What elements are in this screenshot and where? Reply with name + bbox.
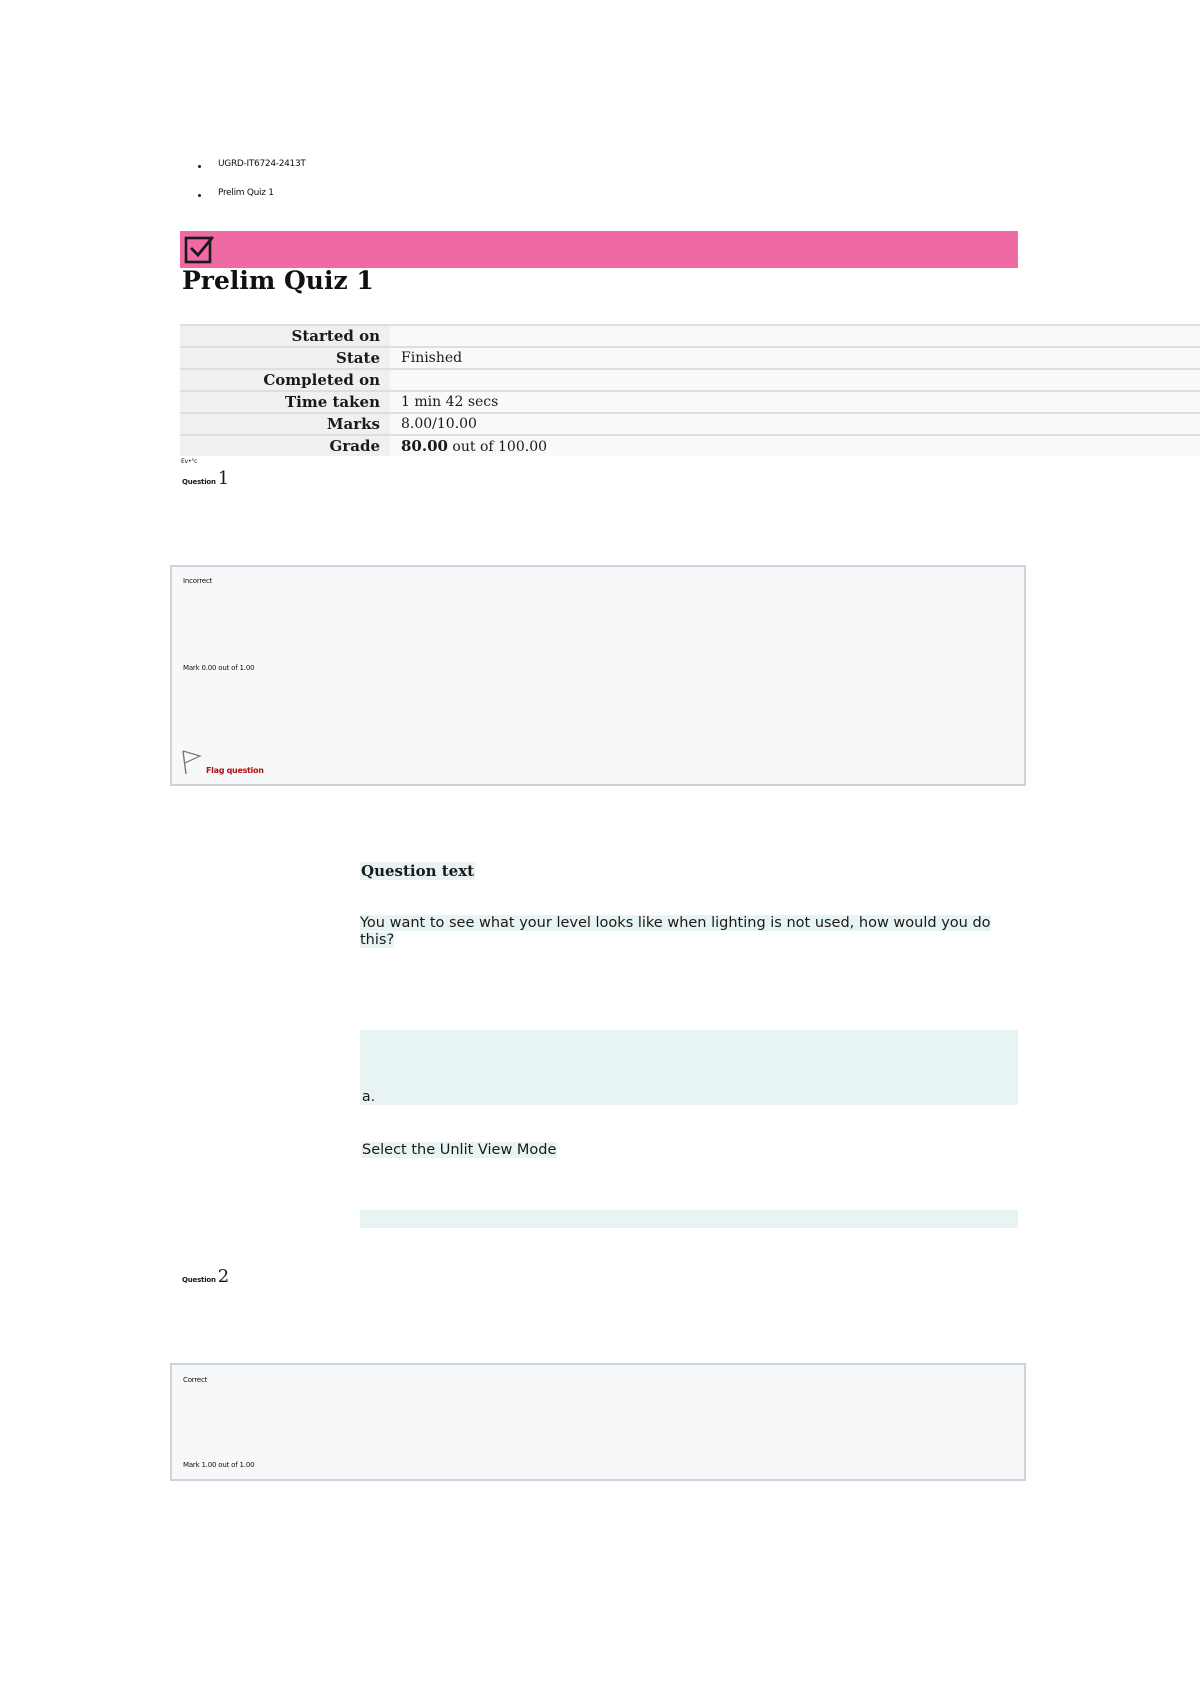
breadcrumb-item-course[interactable]: UGRD-IT6724-2413T [218, 159, 306, 169]
summary-value: 8.00/10.00 [390, 414, 1200, 434]
question-prefix: Question [182, 478, 216, 486]
summary-row-completed-on [180, 370, 1200, 390]
summary-value [390, 326, 1200, 346]
question-text-content: You want to see what your level looks like when lighting is not used, how would you do this? [360, 915, 991, 948]
question-status: Incorrect [183, 577, 213, 585]
question-text-heading: Question text [361, 862, 475, 880]
summary-row-started-on [180, 326, 1200, 346]
summary-row-time-taken [180, 392, 1200, 412]
answer-option-a[interactable] [360, 1030, 1018, 1105]
summary-label: Completed on [180, 370, 390, 390]
summary-label: Marks [180, 414, 390, 434]
grade-score: 80.00 [401, 437, 448, 455]
tiny-label: Ev•°c [181, 458, 198, 465]
grade-total: out of 100.00 [447, 439, 548, 455]
summary-value [390, 436, 1200, 456]
question-prefix: Question [182, 1276, 216, 1284]
question-status: Correct [183, 1376, 208, 1384]
question-mark: Mark 1.00 out of 1.00 [183, 1461, 255, 1469]
answer-option-a-text: Select the Unlit View Mode [362, 1142, 557, 1158]
question-2-number [182, 1266, 229, 1287]
checkbox-checked-icon [184, 234, 215, 265]
question-mark: Mark 0.00 out of 1.00 [183, 664, 255, 672]
quiz-banner [180, 231, 1018, 268]
summary-row-grade [180, 436, 1200, 456]
question-2-info [170, 1363, 1026, 1481]
summary-value: Finished [390, 348, 1200, 368]
summary-label: Time taken [180, 392, 390, 412]
summary-value [390, 370, 1200, 390]
flag-icon [180, 749, 202, 775]
question-1-info [170, 565, 1026, 786]
answer-letter: a. [362, 1089, 376, 1105]
question-1-number [182, 468, 229, 489]
flag-question-link[interactable]: Flag question [206, 766, 264, 775]
summary-row-marks [180, 414, 1200, 434]
question-text [360, 915, 1010, 949]
summary-value: 1 min 42 secs [390, 392, 1200, 412]
page-title: Prelim Quiz 1 [182, 266, 374, 295]
attempt-summary-table [180, 324, 1200, 459]
answer-feedback-strip [360, 1210, 1018, 1228]
summary-label: State [180, 348, 390, 368]
summary-label: Grade [180, 436, 390, 456]
summary-label: Started on [180, 326, 390, 346]
question-number: 1 [217, 468, 230, 489]
flag-question-button[interactable] [180, 749, 280, 779]
question-number: 2 [217, 1266, 230, 1287]
breadcrumb-item-quiz[interactable]: Prelim Quiz 1 [218, 188, 274, 198]
summary-row-state [180, 348, 1200, 368]
